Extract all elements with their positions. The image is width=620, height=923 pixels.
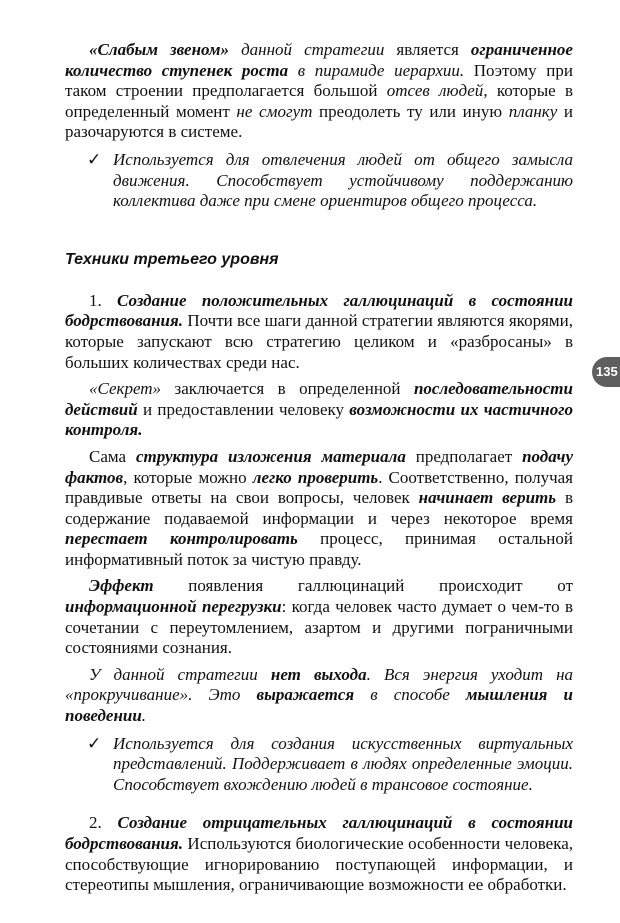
text-run: нет выхода [270,664,367,684]
checkmark-note-1 [65,150,573,212]
paragraph-no-exit [65,665,573,727]
text-run: данной стратегии [229,40,397,59]
text-run: Поэтому при таком строении предполагается большой [65,60,573,101]
text-run: в способе [354,685,466,705]
text-run: начинает верить [418,488,557,508]
text-run: легко проверить [252,467,379,487]
text-run: и предоставлении человеку [137,399,350,419]
text-run: Почти все шаги данной стратегии являются якорями, которые запускают всю стратегию целиком и «разбросаны» в больших количествах среди нас. [65,311,573,372]
text-run: последовательности действий [65,379,573,419]
paragraph-weak-link [65,40,573,143]
checkmark-icon: ✓ [87,733,102,753]
text-run: ограниченное количество ступенек роста [65,40,573,80]
text-run: процесс, принимая остальной информативный поток за чистую правду. [65,529,573,569]
text-run: предполагает [405,446,523,466]
text-run: перестает контролировать [65,529,298,549]
text-run: «Слабым звеном» [89,40,230,59]
text-run: , которые в определенный момент [65,81,573,121]
paragraph-technique-1 [65,291,573,373]
text-run: подачу фактов [65,446,573,487]
text-run: является [396,40,471,59]
text-run: , которые можно [123,467,253,487]
checkmark-icon: ✓ [87,149,102,169]
text-run: 2. [89,813,118,833]
paragraph-secret [65,379,573,441]
text-run: отсев людей [386,81,484,101]
paragraph-technique-2 [65,813,573,895]
text-run: Используются биологические особенности человека, способствующие игнорированию поступающей информации, и стереотипы мышления, ограничивающие возможности ее обработки. [65,834,573,895]
text-run: планку [508,101,558,121]
text-run: Сама [89,446,136,466]
checkmark-note-2 [65,734,573,796]
text-run: . [141,706,147,726]
text-run: информационной перегрузки [65,597,282,617]
text-run: возможности их частичного контроля. [65,399,573,440]
text-run: . Соответственно, получая правдивые ответы на свои вопросы, человек [65,467,573,508]
text-run: и разочаруются в системе. [65,101,574,142]
paragraph-structure [65,447,573,571]
section-heading: Техники третьего уровня [65,250,279,268]
paragraph-effect [65,576,573,658]
text-run: 1. [89,290,118,310]
text-run: преодолеть ту или иную [312,101,509,121]
text-run: заключается в определенной [161,379,414,399]
text-run: : когда человек часто думает о чем-то в сочетании с переутомлением, азартом и другими пограничными состояниями сознания. [65,597,573,658]
text-run: выражается [256,685,355,705]
text-run: Эффект [89,576,154,596]
text-run: структура изложения материала [135,446,406,466]
text-run: в содержание подаваемой информации и через некоторое время [65,488,573,528]
text-run: в пирамиде иерархии. [288,60,465,80]
text-run: Создание положительных галлюцинаций в состоянии бодрствования. [65,290,574,331]
text-run: «Секрет» [89,379,162,399]
text-run: . Вся энергия уходит на «прокручивание». Это [65,664,574,705]
text-run: мышления и поведении [65,685,573,726]
text-run: появления галлюцинаций происходит от [153,576,573,596]
text-run: У данной стратегии [89,664,271,684]
checkmark-note-2-text: Используется для создания искусственных виртуальных представлений. Поддерживает в людях определенные эмоции. Способствует вхождению людей в трансовое состояние. [113,733,573,794]
page-number-tab: 135 [592,357,620,387]
text-run: Создание отрицательных галлюцинаций в состоянии бодрствования. [65,813,574,853]
text-run: не смогут [236,101,313,121]
page-body [65,40,573,896]
checkmark-note-1-text: Используется для отвлечения людей от общего замысла движения. Способствует устойчивому поддержанию коллектива даже при смене ориентиров общего процесса. [113,149,573,211]
